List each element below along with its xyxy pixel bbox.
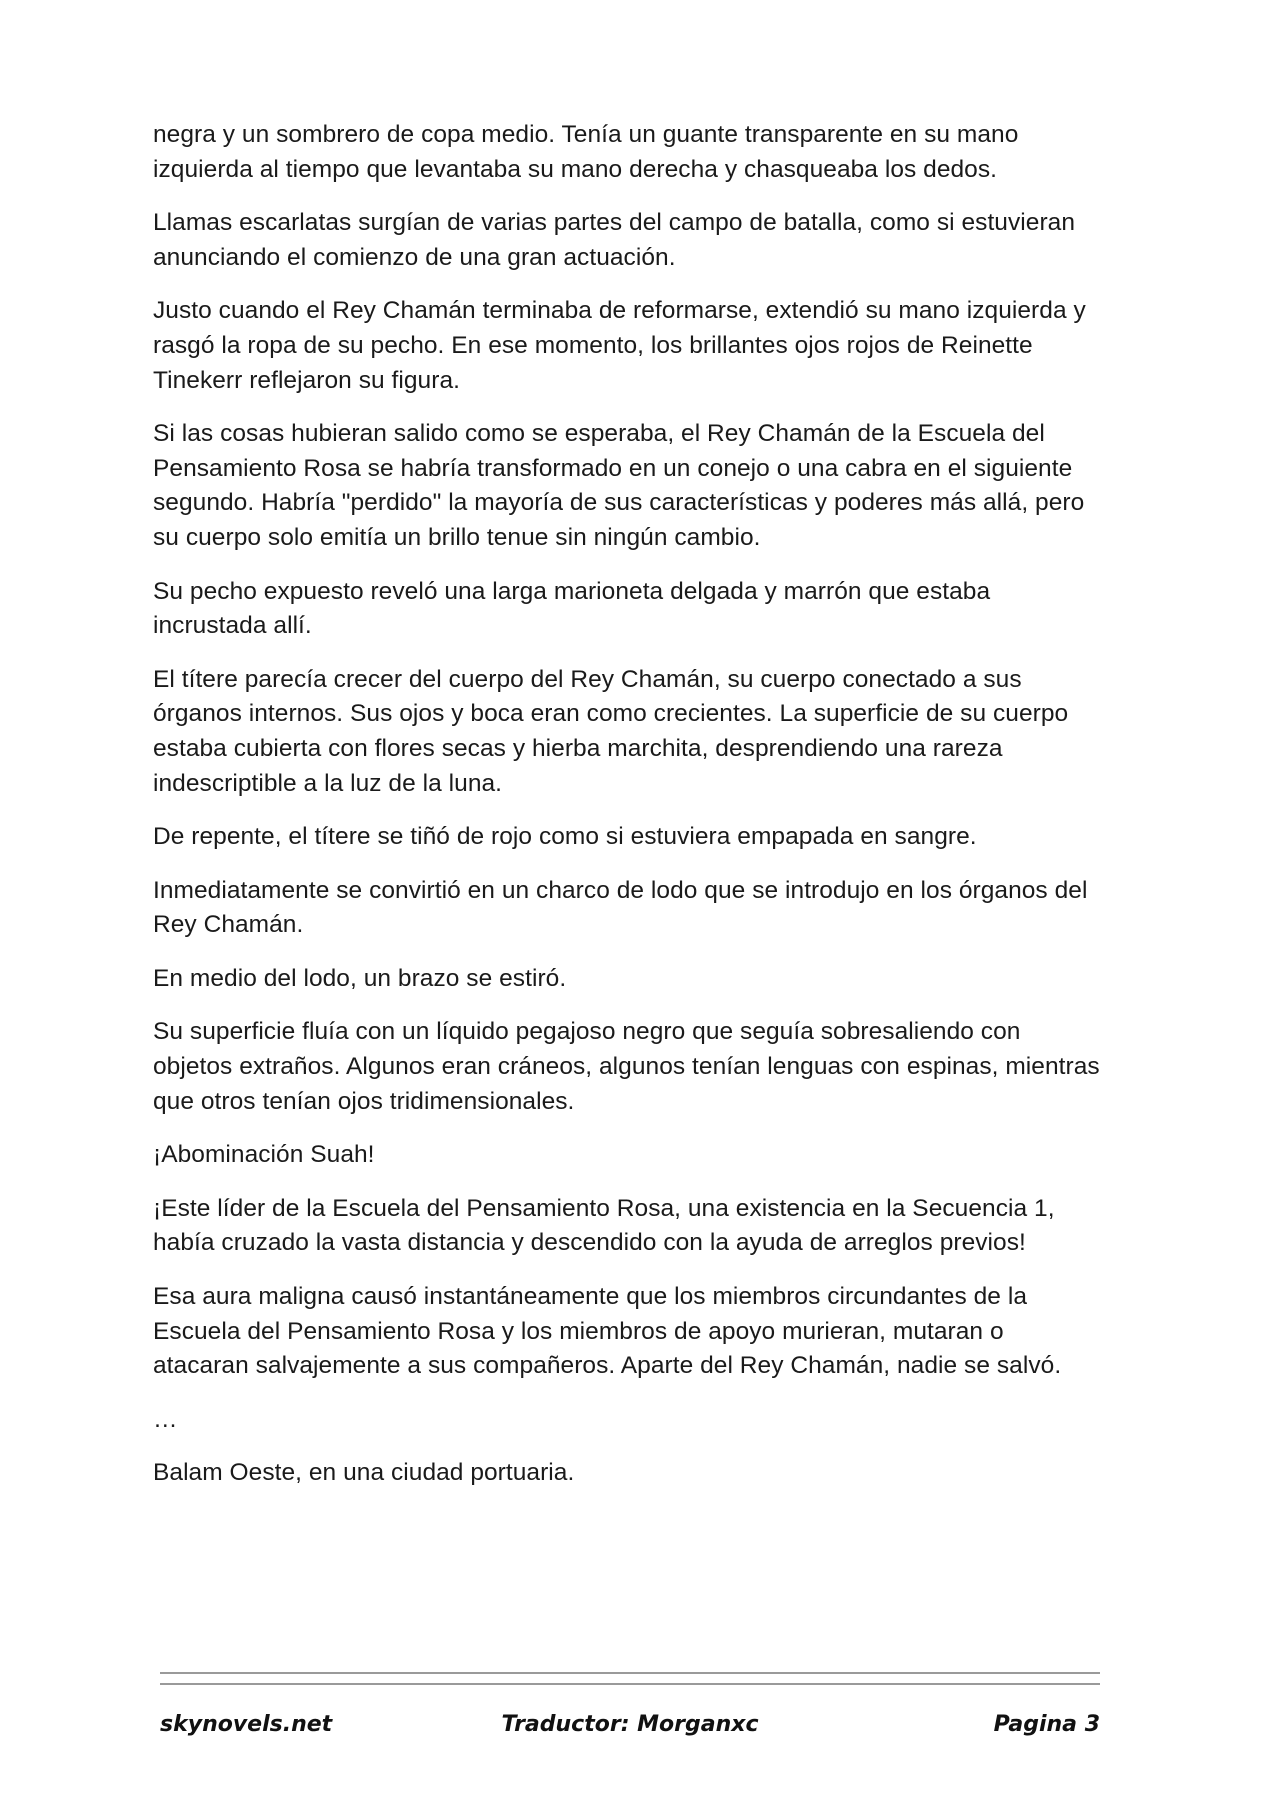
footer-site: skynovels.net — [160, 1712, 333, 1737]
paragraph-15: Balam Oeste, en una ciudad portuaria. — [153, 1459, 575, 1487]
paragraph-5: Su pecho expuesto reveló una larga marioneta delgada y marrón que estaba incrustada allí. — [153, 577, 991, 640]
paragraph-10: Su superficie fluía con un líquido pegajoso negro que seguía sobresaliendo con objetos extraños. Algunos eran cráneos, algunos tenían lenguas con espinas, mientras que otros tenían ojos tridimensionales. — [153, 1018, 1100, 1115]
page-body — [153, 118, 1103, 1510]
footer-divider-bottom — [160, 1683, 1100, 1685]
paragraph-13: Esa aura maligna causó instantáneamente que los miembros circundantes de la Escuela del Pensamiento Rosa y los miembros de apoyo murieran, mutaran o atacaran salvajemente a sus compañeros. Aparte del Rey Chamán, nadie se salvó. — [153, 1283, 1062, 1380]
paragraph-14: … — [153, 1405, 178, 1433]
paragraph-8: Inmediatamente se convirtió en un charco de lodo que se introdujo en los órganos del Rey Chamán. — [153, 876, 1088, 939]
paragraph-1: negra y un sombrero de copa medio. Tenía un guante transparente en su mano izquierda al tiempo que levantaba su mano derecha y chasqueaba los dedos. — [153, 121, 1019, 183]
paragraph-2: Llamas escarlatas surgían de varias partes del campo de batalla, como si estuvieran anunciando el comienzo de una gran actuación. — [153, 209, 1076, 271]
paragraph-12: ¡Este líder de la Escuela del Pensamiento Rosa, una existencia en la Secuencia 1, había cruzado la vasta distancia y descendido con la ayuda de arreglos previos! — [153, 1194, 1055, 1257]
footer-divider-top — [160, 1672, 1100, 1674]
paragraph-3: Justo cuando el Rey Chamán terminaba de reformarse, extendió su mano izquierda y rasgó la ropa de su pecho. En ese momento, los brillantes ojos rojos de Reinette Tinekerr reflejaron su figura. — [153, 297, 1086, 394]
footer-page-number: Pagina 3 — [993, 1712, 1100, 1737]
paragraph-6: El títere parecía crecer del cuerpo del Rey Chamán, su cuerpo conectado a sus órganos internos. Sus ojos y boca eran como crecientes. La superficie de su cuerpo estaba cubierta con flores secas y hierba marchita, desprendiendo una rareza indescriptible a la luz de la luna. — [153, 665, 1069, 797]
page-footer — [160, 1712, 1100, 1752]
footer-translator: Traductor: Morganxc — [501, 1712, 759, 1737]
paragraph-4: Si las cosas hubieran salido como se esperaba, el Rey Chamán de la Escuela del Pensamiento Rosa se habría transformado en un conejo o una cabra en el siguiente segundo. Habría "perdido" la mayoría de sus características y poderes más allá, pero su cuerpo solo emitía un brillo tenue sin ningún cambio. — [153, 420, 1085, 551]
paragraph-11: ¡Abominación Suah! — [153, 1141, 375, 1169]
paragraph-9: En medio del lodo, un brazo se estiró. — [153, 964, 567, 992]
paragraph-7: De repente, el títere se tiñó de rojo como si estuviera empapada en sangre. — [153, 823, 977, 851]
